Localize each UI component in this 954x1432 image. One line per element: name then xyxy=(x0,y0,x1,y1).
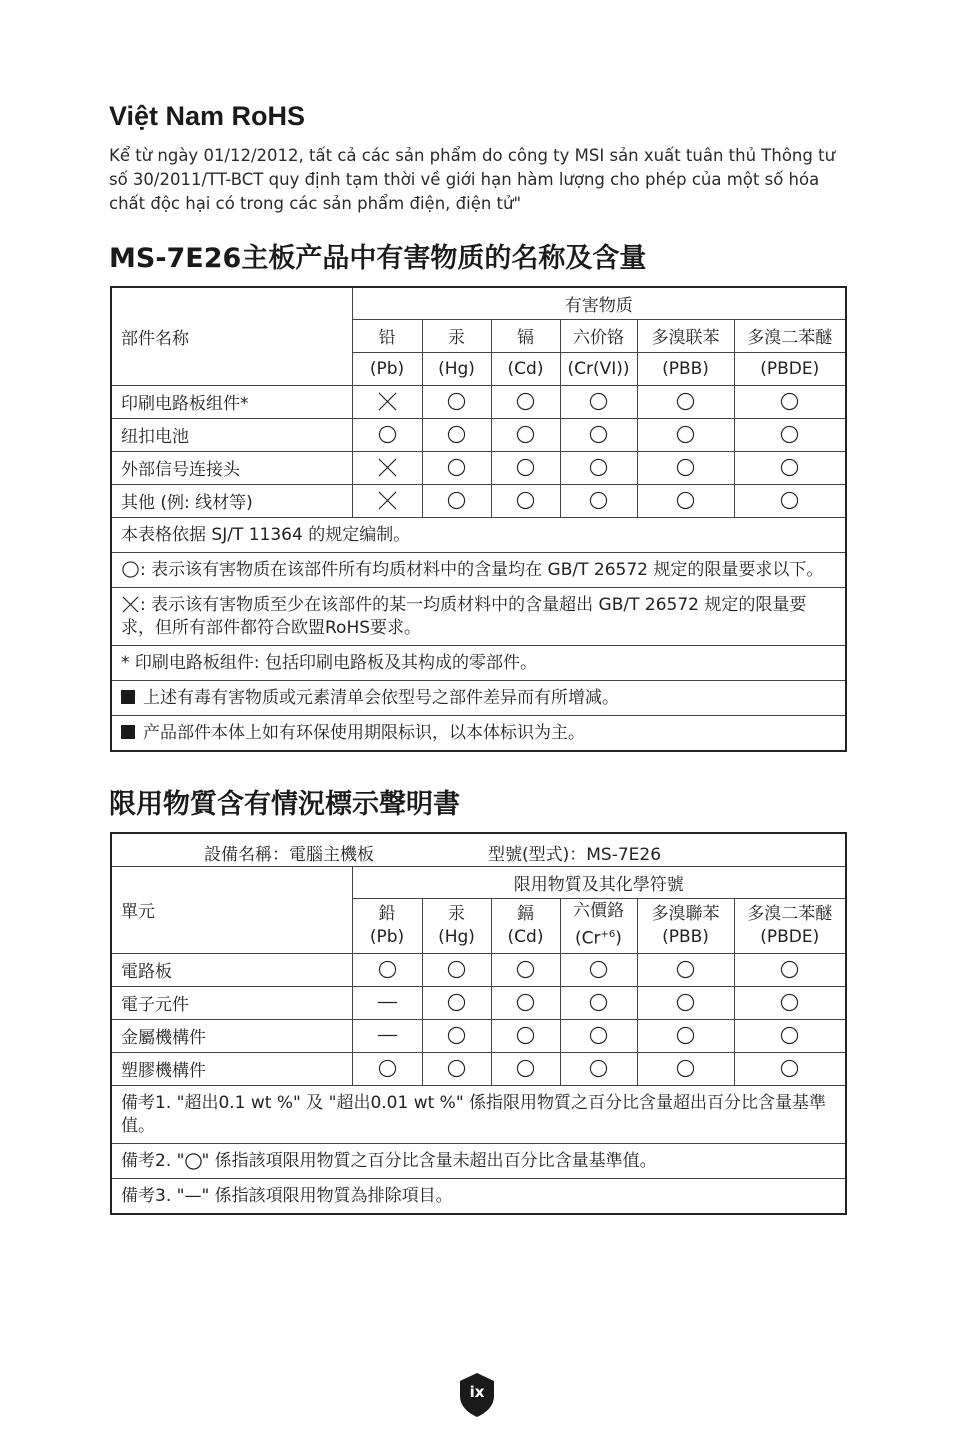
circle-icon xyxy=(378,960,397,979)
circle-icon xyxy=(589,1059,608,1078)
unit-name-cell: 金屬機構件 xyxy=(111,1019,352,1052)
substance-symbol: (Pb) xyxy=(369,926,405,947)
mark-cell xyxy=(491,1052,560,1085)
table-row xyxy=(111,484,846,517)
circle-icon xyxy=(184,1152,201,1169)
substance-name-cell: 六价铬 xyxy=(560,319,637,352)
mark-cell xyxy=(637,385,734,418)
mark-cell xyxy=(637,418,734,451)
mark-cell xyxy=(422,484,491,517)
note-circle-text: : 表示该有害物质在该部件所有均质材料中的含量均在 GB/T 26572 规定的限量要求以下。 xyxy=(140,559,824,580)
substance-symbol-cell: (PBB) xyxy=(637,352,734,385)
mark-cell xyxy=(422,953,491,986)
substance-name: 鉛 xyxy=(378,903,396,924)
mark-cell xyxy=(560,1052,637,1085)
model-number: 型號(型式)：MS-7E26 xyxy=(488,845,662,865)
mark-cell xyxy=(352,953,422,986)
mark-cell xyxy=(352,484,422,517)
mark-cell xyxy=(560,986,637,1019)
mark-cell xyxy=(352,385,422,418)
mark-cell xyxy=(560,1019,637,1052)
mark-cell xyxy=(734,418,846,451)
circle-icon xyxy=(516,993,535,1012)
mark-cell xyxy=(734,385,846,418)
circle-icon xyxy=(676,960,695,979)
mark-cell xyxy=(491,986,560,1019)
circle-icon xyxy=(516,960,535,979)
circle-icon xyxy=(378,1059,397,1078)
unit-header: 單元 xyxy=(111,866,352,953)
cross-icon xyxy=(378,491,397,510)
table-note: 備考3. "—" 係指該項限用物質為排除項目。 xyxy=(111,1178,846,1214)
page-number: ix xyxy=(469,1383,485,1401)
mark-cell xyxy=(352,986,422,1019)
china-rohs-title: MS-7E26主板产品中有害物质的名称及含量 xyxy=(109,243,647,274)
table-note xyxy=(111,552,846,587)
mark-cell xyxy=(491,484,560,517)
substance-symbol: (PBB) xyxy=(662,926,709,947)
circle-icon xyxy=(676,491,695,510)
square-bullet-icon xyxy=(121,725,135,739)
mark-cell xyxy=(637,1019,734,1052)
table-row xyxy=(111,986,846,1019)
circle-icon xyxy=(676,1059,695,1078)
mark-cell xyxy=(491,418,560,451)
mark-cell xyxy=(560,385,637,418)
circle-icon xyxy=(780,458,799,477)
substance-name: 鎘 xyxy=(517,903,534,924)
table-row xyxy=(111,1052,846,1085)
circle-icon xyxy=(780,1026,799,1045)
mark-cell xyxy=(734,986,846,1019)
substance-header-cell xyxy=(637,898,734,953)
circle-icon xyxy=(447,491,466,510)
circle-icon xyxy=(589,993,608,1012)
taiwan-restricted-substance-table xyxy=(110,832,847,1215)
table-row xyxy=(111,418,846,451)
device-name: 設備名稱：電腦主機板 xyxy=(204,845,374,865)
part-name-cell: 印刷电路板组件* xyxy=(111,385,352,418)
table-note xyxy=(111,587,846,645)
part-name-cell: 其他 (例: 线材等) xyxy=(111,484,352,517)
circle-icon xyxy=(447,425,466,444)
table-note: 产品部件本体上如有环保使用期限标识，以本体标识为主。 xyxy=(111,715,846,751)
dash-icon xyxy=(378,993,397,1012)
substance-name: 多溴二苯醚 xyxy=(747,903,833,924)
table-note: 備考1. "超出0.1 wt %" 及 "超出0.01 wt %" 係指限用物質之百分比含量超出百分比含量基準值。 xyxy=(111,1085,846,1143)
substance-name-cell: 汞 xyxy=(422,319,491,352)
circle-icon xyxy=(676,993,695,1012)
substance-symbol: (Cd) xyxy=(507,926,544,947)
table-note: * 印刷电路板组件: 包括印刷电路板及其构成的零部件。 xyxy=(111,645,846,680)
unit-name-cell: 電路板 xyxy=(111,953,352,986)
substance-symbol: (PBDE) xyxy=(760,926,820,947)
cross-icon xyxy=(378,392,397,411)
substance-symbol: $(Cr^{+6})$ xyxy=(575,928,622,949)
table-row xyxy=(111,385,846,418)
square-bullet-icon xyxy=(121,690,135,704)
substance-symbol-cell: (Cd) xyxy=(491,352,560,385)
circle-icon xyxy=(589,960,608,979)
substance-name: 多溴聯苯 xyxy=(651,903,720,924)
table-row xyxy=(111,953,846,986)
substance-symbol-cell: (Pb) xyxy=(352,352,422,385)
unit-name-cell: 塑膠機構件 xyxy=(111,1052,352,1085)
mark-cell xyxy=(734,484,846,517)
circle-icon xyxy=(447,1026,466,1045)
mark-cell xyxy=(491,385,560,418)
vietnam-rohs-title: Việt Nam RoHS xyxy=(109,101,306,131)
circle-icon xyxy=(447,392,466,411)
mark-cell xyxy=(734,953,846,986)
device-info-row xyxy=(111,833,846,866)
substance-name-cell: 镉 xyxy=(491,319,560,352)
mark-cell xyxy=(734,451,846,484)
substance-header-cell xyxy=(560,898,637,953)
circle-icon xyxy=(589,1026,608,1045)
table-note: 本表格依据 SJ/T 11364 的规定编制。 xyxy=(111,517,846,552)
circle-icon xyxy=(676,1026,695,1045)
mark-cell xyxy=(352,1019,422,1052)
mark-cell xyxy=(637,1052,734,1085)
circle-icon xyxy=(378,425,397,444)
mark-cell xyxy=(352,418,422,451)
cross-icon xyxy=(121,595,140,614)
circle-icon xyxy=(676,425,695,444)
substance-header-cell xyxy=(352,898,422,953)
china-hazardous-substance-table xyxy=(110,286,847,752)
circle-icon xyxy=(447,1059,466,1078)
circle-icon xyxy=(589,458,608,477)
note-cross-text: : 表示该有害物质至少在该部件的某一均质材料中的含量超出 GB/T 26572 规定的限量要求，但所有部件都符合欧盟RoHS要求。 xyxy=(121,594,807,638)
circle-icon xyxy=(516,425,535,444)
substance-symbol-cell: (Hg) xyxy=(422,352,491,385)
circle-icon xyxy=(589,425,608,444)
substance-symbol-cell: (Cr(VI)) xyxy=(560,352,637,385)
table-row xyxy=(111,1019,846,1052)
mark-cell xyxy=(560,418,637,451)
circle-icon xyxy=(516,458,535,477)
circle-icon xyxy=(589,392,608,411)
circle-icon xyxy=(780,392,799,411)
mark-cell xyxy=(637,953,734,986)
unit-name-cell: 電子元件 xyxy=(111,986,352,1019)
restricted-substance-header: 限用物質及其化學符號 xyxy=(352,866,846,898)
substance-name-cell: 多溴二苯醚 xyxy=(734,319,846,352)
mark-cell xyxy=(560,484,637,517)
circle-icon xyxy=(447,458,466,477)
circle-icon xyxy=(516,392,535,411)
table-note: 上述有毒有害物质或元素清单会依型号之部件差异而有所增减。 xyxy=(111,680,846,715)
cross-icon xyxy=(378,458,397,477)
mark-cell xyxy=(491,953,560,986)
mark-cell xyxy=(422,418,491,451)
mark-cell xyxy=(560,953,637,986)
mark-cell xyxy=(491,1019,560,1052)
substance-name-cell: 多溴联苯 xyxy=(637,319,734,352)
substance-header-cell xyxy=(734,898,846,953)
circle-icon xyxy=(780,425,799,444)
circle-icon xyxy=(780,993,799,1012)
substance-header-cell xyxy=(491,898,560,953)
table-note: 備考2. " " 係指該項限用物質之百分比含量未超出百分比含量基準值。 xyxy=(111,1143,846,1178)
circle-icon xyxy=(780,491,799,510)
mark-cell xyxy=(422,451,491,484)
mark-cell xyxy=(637,986,734,1019)
circle-icon xyxy=(676,392,695,411)
mark-cell xyxy=(491,451,560,484)
mark-cell xyxy=(352,451,422,484)
substance-symbol: (Hg) xyxy=(438,926,475,947)
table-row xyxy=(111,451,846,484)
mark-cell xyxy=(637,451,734,484)
substance-name: 六價鉻 xyxy=(573,901,624,922)
circle-icon xyxy=(516,491,535,510)
mark-cell xyxy=(422,1019,491,1052)
substance-name: 汞 xyxy=(448,903,465,924)
circle-icon xyxy=(516,1026,535,1045)
substance-header-cell xyxy=(422,898,491,953)
circle-icon xyxy=(447,993,466,1012)
circle-icon xyxy=(447,960,466,979)
part-name-header: 部件名称 xyxy=(111,287,352,385)
circle-icon xyxy=(589,491,608,510)
dash-icon xyxy=(378,1026,397,1045)
circle-icon xyxy=(780,1059,799,1078)
mark-cell xyxy=(422,986,491,1019)
circle-icon xyxy=(780,960,799,979)
circle-icon xyxy=(516,1059,535,1078)
mark-cell xyxy=(352,1052,422,1085)
circle-icon xyxy=(121,560,140,579)
substance-symbol-cell: (PBDE) xyxy=(734,352,846,385)
part-name-cell: 外部信号连接头 xyxy=(111,451,352,484)
mark-cell xyxy=(422,385,491,418)
mark-cell xyxy=(637,484,734,517)
mark-cell xyxy=(734,1019,846,1052)
mark-cell xyxy=(560,451,637,484)
substance-name-cell: 铅 xyxy=(352,319,422,352)
vietnam-rohs-paragraph: Kể từ ngày 01/12/2012, tất cả các sản phẩm do công ty MSI sản xuất tuân thủ Thông tư số 30/2011/TT-BCT quy định tạm thời về giới hạn hàm lượng cho phép của một số hóa chất độc hại có trong các sản phẩm điện, điện tử" xyxy=(109,146,836,213)
mark-cell xyxy=(734,1052,846,1085)
mark-cell xyxy=(422,1052,491,1085)
hazardous-substance-header: 有害物质 xyxy=(352,287,846,319)
circle-icon xyxy=(676,458,695,477)
taiwan-rohs-title: 限用物質含有情況標示聲明書 xyxy=(109,789,460,820)
part-name-cell: 纽扣电池 xyxy=(111,418,352,451)
